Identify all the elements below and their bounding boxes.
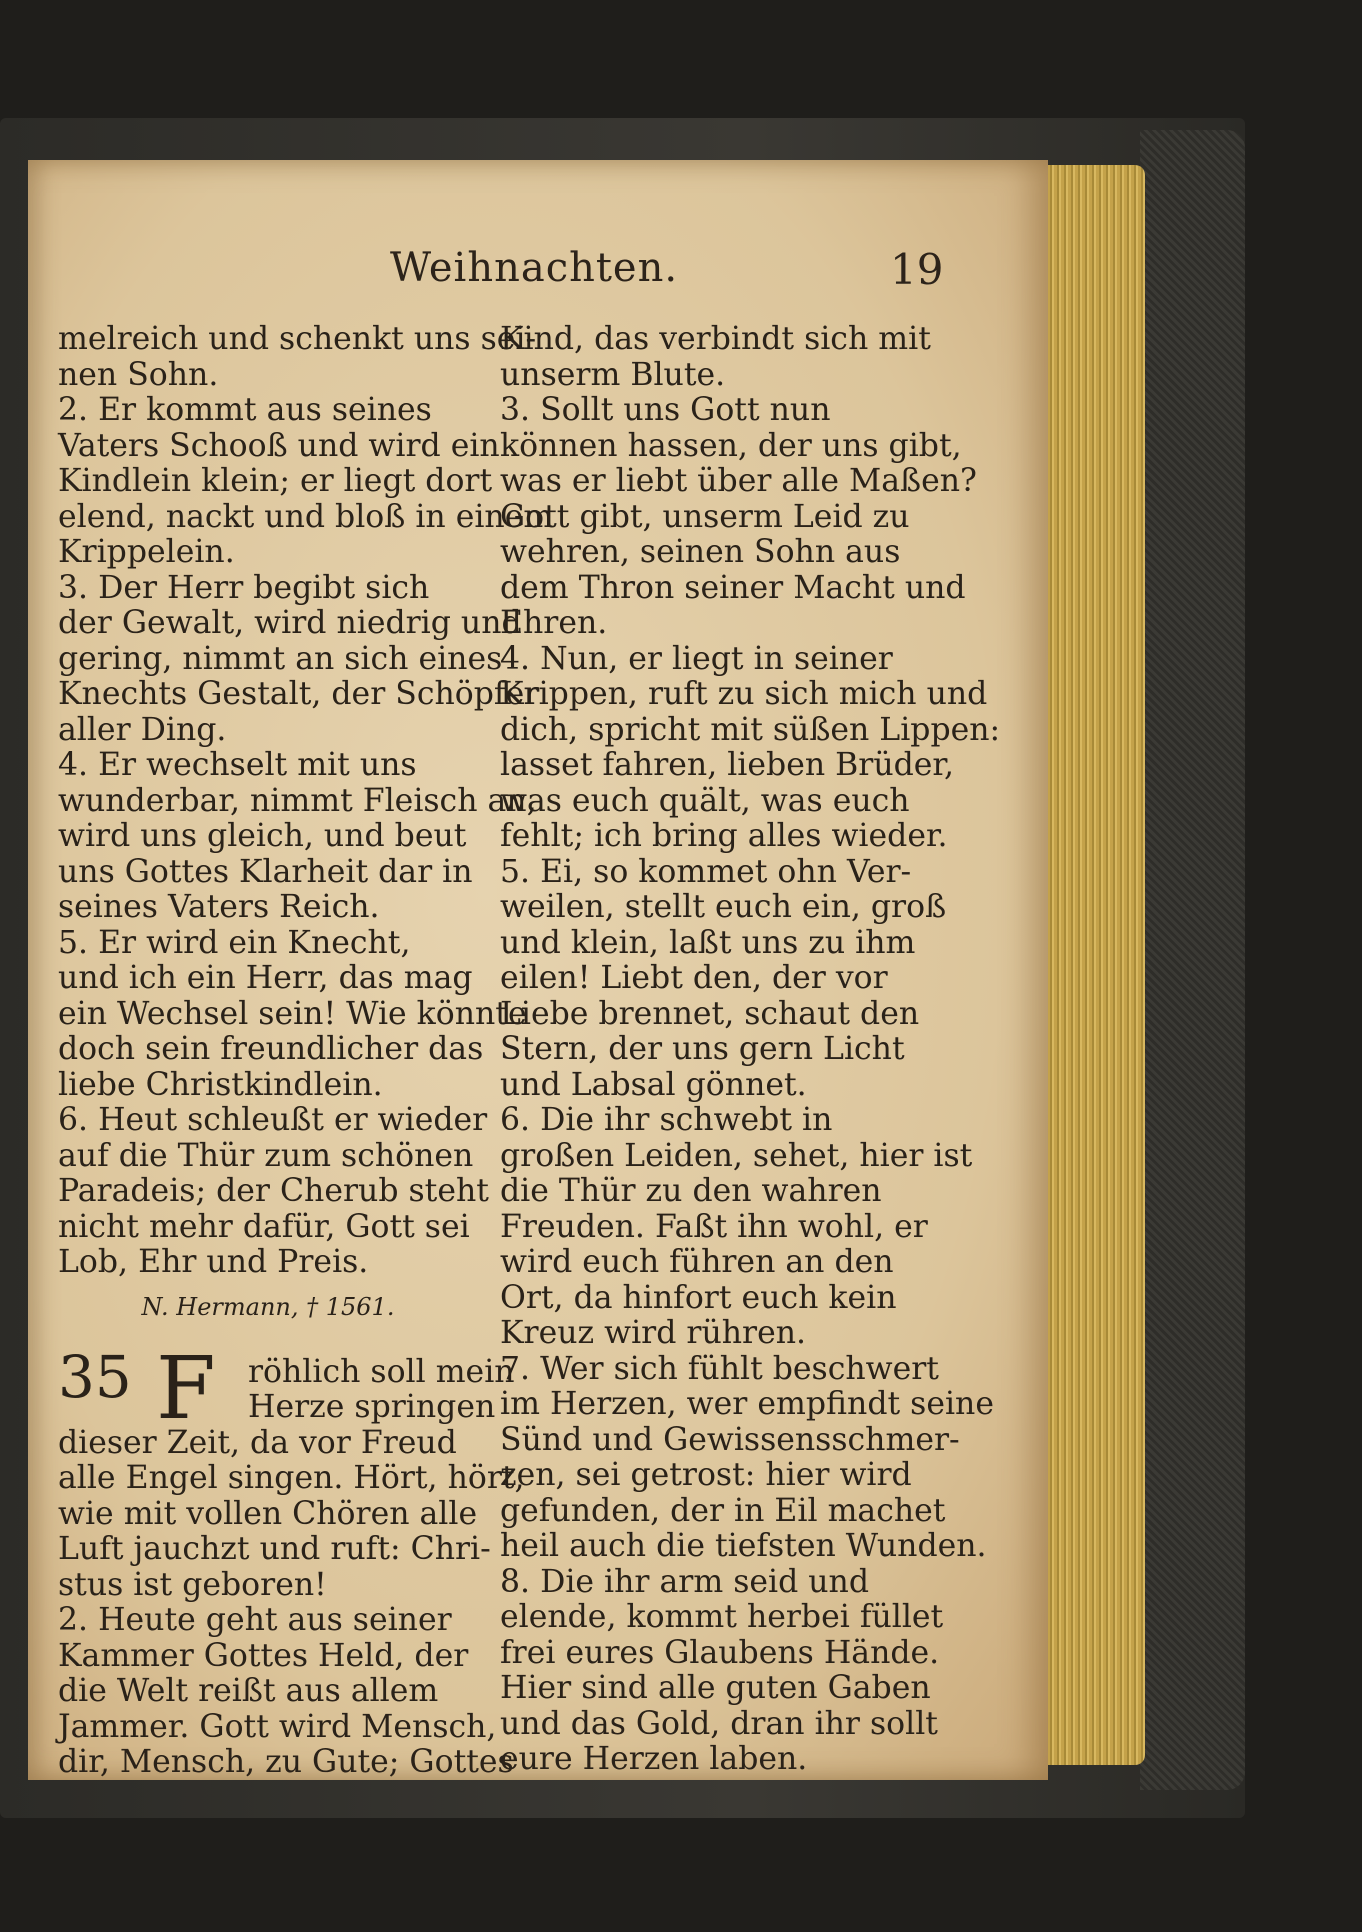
text-line: gefunden, der in Eil machet bbox=[500, 1492, 946, 1529]
text-line: dem Thron seiner Macht und bbox=[500, 569, 966, 606]
text-line: im Herzen, wer empfindt seine bbox=[500, 1386, 994, 1422]
text-line: was er liebt über alle Maßen? bbox=[500, 463, 977, 499]
text-line: wehren, seinen Sohn aus bbox=[500, 534, 901, 570]
text-line: fehlt; ich bring alles wieder. bbox=[500, 818, 948, 854]
text-line: Ort, da hinfort euch kein bbox=[500, 1279, 897, 1316]
text-line: weilen, stellt euch ein, groß bbox=[500, 889, 947, 925]
text-line: zen, sei getrost: hier wird bbox=[500, 1457, 912, 1493]
text-line: Gott gibt, unserm Leid zu bbox=[500, 498, 910, 535]
hymn-lines bbox=[58, 1424, 525, 1781]
text-line: nen Sohn. bbox=[58, 356, 219, 393]
text-line: 2. Er kommt aus seines bbox=[58, 392, 432, 428]
text-line: eilen! Liebt den, der vor bbox=[500, 960, 888, 996]
text-line: Vaters Schooß und wird ein bbox=[58, 427, 500, 464]
text-line: uns Gottes Klarheit dar in bbox=[58, 853, 473, 890]
text-line: melreich und schenkt uns sei- bbox=[58, 321, 537, 357]
text-line: 3. Sollt uns Gott nun bbox=[500, 392, 831, 428]
text-line: eure Herzen laben. bbox=[500, 1741, 808, 1777]
text-line: dir, Mensch, zu Gute; Gottes bbox=[58, 1744, 514, 1780]
text-line: Krippelein. bbox=[58, 534, 235, 570]
text-line: dieser Zeit, da vor Freud bbox=[58, 1424, 457, 1461]
text-line: Paradeis; der Cherub steht bbox=[58, 1173, 489, 1209]
text-line: seines Vaters Reich. bbox=[58, 889, 380, 925]
text-line: auf die Thür zum schönen bbox=[58, 1137, 474, 1174]
hymn-35 bbox=[58, 1338, 525, 1781]
text-line: röhlich soll mein bbox=[248, 1353, 515, 1390]
text-line: frei eures Glaubens Hände. bbox=[500, 1634, 940, 1671]
text-line: stus ist geboren! bbox=[58, 1566, 327, 1603]
text-line: Sünd und Gewissensschmer- bbox=[500, 1421, 960, 1458]
text-line: Hier sind alle guten Gaben bbox=[500, 1670, 931, 1706]
drop-cap: F bbox=[156, 1338, 216, 1439]
text-line: gering, nimmt an sich eines bbox=[58, 640, 503, 677]
text-line: 5. Er wird ein Knecht, bbox=[58, 924, 411, 961]
text-line: Kreuz wird rühren. bbox=[500, 1315, 807, 1351]
text-line: 7. Wer sich fühlt beschwert bbox=[500, 1350, 939, 1387]
text-line: 5. Ei, so kommet ohn Ver- bbox=[500, 853, 912, 890]
hymn-number: 35 bbox=[58, 1342, 132, 1411]
text-line: Liebe brennet, schaut den bbox=[500, 995, 920, 1032]
text-line: alle Engel singen. Hört, hört, bbox=[58, 1460, 525, 1496]
text-line: ein Wechsel sein! Wie könnte bbox=[58, 995, 527, 1032]
page-number: 19 bbox=[890, 245, 944, 294]
text-line: die Welt reißt aus allem bbox=[58, 1673, 439, 1709]
text-line: Krippen, ruft zu sich mich und bbox=[500, 676, 988, 712]
gilded-page-edges bbox=[1040, 165, 1145, 1765]
text-line: 6. Die ihr schwebt in bbox=[500, 1102, 833, 1138]
text-line: der Gewalt, wird niedrig und bbox=[58, 605, 522, 641]
text-line: was euch quält, was euch bbox=[500, 782, 910, 819]
running-title: Weihnachten. bbox=[390, 245, 679, 291]
text-line: Kindlein klein; er liegt dort bbox=[58, 463, 493, 499]
text-line: und Labsal gönnet. bbox=[500, 1066, 807, 1103]
text-line: elend, nackt und bloß in einem bbox=[58, 498, 554, 535]
text-line: liebe Christkindlein. bbox=[58, 1066, 383, 1103]
hymn-author: N. Hermann, † 1561. bbox=[141, 1292, 395, 1321]
text-line: 4. Nun, er liegt in seiner bbox=[500, 640, 893, 677]
text-line: Kind, das verbindt sich mit bbox=[500, 321, 931, 357]
text-line: aller Ding. bbox=[58, 711, 227, 748]
text-line: 4. Er wechselt mit uns bbox=[58, 747, 417, 783]
text-line: wie mit vollen Chören alle bbox=[58, 1495, 478, 1532]
right-column bbox=[500, 321, 1001, 1778]
text-line: Luft jauchzt und ruft: Chri- bbox=[58, 1531, 491, 1567]
text-line: die Thür zu den wahren bbox=[500, 1173, 882, 1209]
text-line: 2. Heute geht aus seiner bbox=[58, 1602, 452, 1638]
text-line: Freuden. Faßt ihn wohl, er bbox=[500, 1208, 928, 1245]
text-line: Jammer. Gott wird Mensch, bbox=[58, 1708, 497, 1745]
text-line: 8. Die ihr arm seid und bbox=[500, 1563, 870, 1600]
text-line: Stern, der uns gern Licht bbox=[500, 1031, 905, 1067]
text-line: wird uns gleich, und beut bbox=[58, 818, 467, 854]
text-line: Ehren. bbox=[500, 605, 608, 641]
text-line: nicht mehr dafür, Gott sei bbox=[58, 1208, 470, 1245]
text-line: Herze springen bbox=[248, 1389, 496, 1425]
text-line: unserm Blute. bbox=[500, 356, 726, 393]
text-line: und klein, laßt uns zu ihm bbox=[500, 924, 916, 961]
text-line: Lob, Ehr und Preis. bbox=[58, 1244, 369, 1280]
text-line: 6. Heut schleußt er wieder bbox=[58, 1102, 488, 1138]
text-line: Knechts Gestalt, der Schöpfer bbox=[58, 676, 540, 712]
text-line: lasset fahren, lieben Brüder, bbox=[500, 747, 955, 783]
text-line: elende, kommt herbei füllet bbox=[500, 1599, 944, 1635]
text-line: und das Gold, dran ihr sollt bbox=[500, 1705, 938, 1742]
text-line: dich, spricht mit süßen Lippen: bbox=[500, 711, 1001, 748]
text-line: Kammer Gottes Held, der bbox=[58, 1637, 469, 1674]
text-line: doch sein freundlicher das bbox=[58, 1031, 484, 1067]
text-line: können hassen, der uns gibt, bbox=[500, 427, 962, 464]
book-cover-edge bbox=[1140, 130, 1245, 1790]
text-line: 3. Der Herr begibt sich bbox=[58, 569, 430, 606]
text-line: und ich ein Herr, das mag bbox=[58, 960, 473, 996]
text-line: wird euch führen an den bbox=[500, 1244, 894, 1280]
text-line: großen Leiden, sehet, hier ist bbox=[500, 1137, 973, 1174]
text-line: wunderbar, nimmt Fleisch an, bbox=[58, 782, 537, 819]
text-line: heil auch die tiefsten Wunden. bbox=[500, 1528, 987, 1564]
right-lines bbox=[500, 321, 1001, 1778]
